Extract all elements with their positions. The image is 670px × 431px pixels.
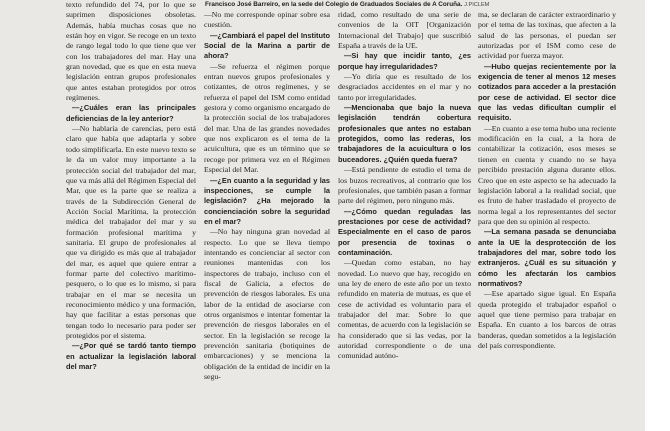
- interview-answer: —No hablaría de carencias, pero está claro que había que adaptarla y sobre todo simplificarla. En este nuevo texto se le da un valor muy importante a la protección social del trabajador del mar, que va más allá del Régimen Especial del Mar, que es la parte que se realiza a través de la Subdirección General de Acción Social Marítima, la protección médica del trabajador del mar y su formación profesional marítima y sanitaria. El grupo de profesionales al que va dirigido es más que al trabajador del mar, es aquel que quiere entrar a formar parte del colectivo marítimo-pesquero, o lo que es lo mismo, si para trabajar en el mar se necesita un reconocimiento médico y una formación, hay que facilitar a estas personas que tengan todo lo necesario para poder ser protegidos por el sistema.: [66, 124, 196, 340]
- interview-question: —Mencionaba que bajo la nueva legislación tendrán cobertura profesionales que antes no estaban protegidos, como las rederas, los trabajadores de la acuicultura o los buceadores. ¿Quién queda fuera?: [338, 103, 471, 164]
- interview-answer: —Yo diría que es resultado de los desgraciados accidentes en el mar y no tanto por irregularidades.: [338, 72, 471, 102]
- photo-credit: J.PICLEM: [464, 2, 490, 8]
- interview-question: —Si hay que incidir tanto, ¿es porque hay irregularidades?: [338, 51, 471, 71]
- article-column-3: [338, 10, 471, 431]
- interview-answer: —No hay ninguna gran novedad al respecto. Lo que se lleva tiempo intentando es concienciar al sector con reuniones mantenidas con los inspectores de trabajo, incluso con el fiscal de Galicia, a efectos de prevención de riesgos laborales. Es una labor de la entidad de asociarse con otros organismos e intentar fomentar la prevención de riesgos laborales en el sector. En la legislación se recoge la prevención sanitaria (botiquines de embarcaciones) y se menciona la obligación de la entidad de incidir en la segu-: [204, 227, 330, 382]
- interview-question: —¿Cuáles eran las principales deficiencias de la ley anterior?: [66, 103, 196, 123]
- article-column-1: [66, 0, 196, 431]
- interview-question: —Hubo quejas recientemente por la exigencia de tener al menos 12 meses cotizados para acceder a la prestación por cese de actividad. El sector dice que las vedas dificultan cumplir el requisito.: [478, 61, 616, 123]
- interview-answer: —Está pendiente de estudio el tema de los buzos recreativos, al contrario que los profesionales, que también pasan a formar parte del régimen, pero ninguno más.: [338, 165, 471, 206]
- caption-text: Francisco José Barreiro, en la sede del Colegio de Graduados Sociales de A Coruña.: [205, 1, 463, 8]
- photo-caption: [205, 0, 645, 9]
- interview-answer: —No me corresponde opinar sobre esa cuestión.: [204, 10, 330, 30]
- article-column-2: [204, 10, 330, 431]
- interview-answer: —Ese apartado sigue igual. En España queda protegido el trabajador español o aquel que tiene permiso para trabajar en España. En cuanto a los barcos de otras banderas, quedan sometidos a la legislación del país correspondiente.: [478, 289, 616, 350]
- interview-question: —¿Por qué se tardó tanto tiempo en actualizar la legislación laboral del mar?: [66, 341, 196, 372]
- interview-answer: —Se refuerza el régimen porque entran nuevos grupos profesionales y cotizantes, de otros regímenes, y se refuerza el papel del ISM como entidad gestora y como organismo encargado de la protección social de los trabajadores del mar. Una de las grandes novedades que nos explicaron es el tema de la acuicultura, que es un término que se recoge por primera vez en el Régimen Especial del Mar.: [204, 61, 330, 175]
- interview-question: —¿Cambiará el papel del Instituto Social de la Marina a partir de ahora?: [204, 30, 330, 61]
- interview-answer: —Quedan como estaban, no hay novedad. Lo nuevo que hay, recogido en una ley de enero de este año por un texto refundido en materia de mutuas, es que el cese de actividad es voluntario para el trabajador del mar. Sobre lo que comentas, de acuerdo con la legislación se ha considerado que si las vedas, por la autoridad correspondiente o de una comunidad autóno-: [338, 258, 471, 361]
- interview-answer: texto refundido del 74, por lo que se suprimen disposiciones obsoletas. Además, había muchas cosas que no están hoy en vigor. Se recoge en un texto de rango legal todo lo que tiene que ver con los trabajadores del mar. Hay una gran novedad, que es que en esta nueva legislación entran grupos profesionales que antes estaban protegidos por otros regímenes.: [66, 0, 196, 103]
- interview-question: —¿En cuanto a la seguridad y las inspecciones, se cumple la legislación? ¿Ha mejorado la concienciación sobre la seguridad en el mar?: [204, 175, 330, 226]
- interview-answer: —En cuanto a ese tema hubo una reciente modificación en la cual, a la hora de contabilizar la cotización, esos meses se tienen en cuenta y cuando no se haya percibido prestación alguna durante ellos. Creo que en este aspecto se ha adecuado la legislación laboral a la realidad social, que es fruto de haber trasladado el proyecto de norma legal a los representantes del sector para que den su opinión al respecto.: [478, 123, 616, 226]
- page-margin: [645, 0, 670, 431]
- interview-answer: ridad, como resultado de una serie de convenios de la OIT [Organización Internacional del Trabajo] que suscribió España a través de la UE.: [338, 10, 471, 51]
- article-column-4: [478, 10, 616, 431]
- interview-question: —La semana pasada se denunciaba ante la UE la desprotección de los trabajadores del mar, sobre todo los extranjeros. ¿Cuál es su situación y cómo les afectarán los cambios normativos?: [478, 227, 616, 288]
- interview-answer: ma, se declaran de carácter extraordinario y por el tema de las toxinas, que afecten a la salud de las personas, el puedan ser autorizadas por el ISM como cese de actividad por fuerza mayor.: [478, 10, 616, 61]
- interview-question: —¿Cómo quedan reguladas las prestaciones por cese de actividad? Especialmente en el caso de paros por presencia de toxinas o contaminación.: [338, 206, 471, 257]
